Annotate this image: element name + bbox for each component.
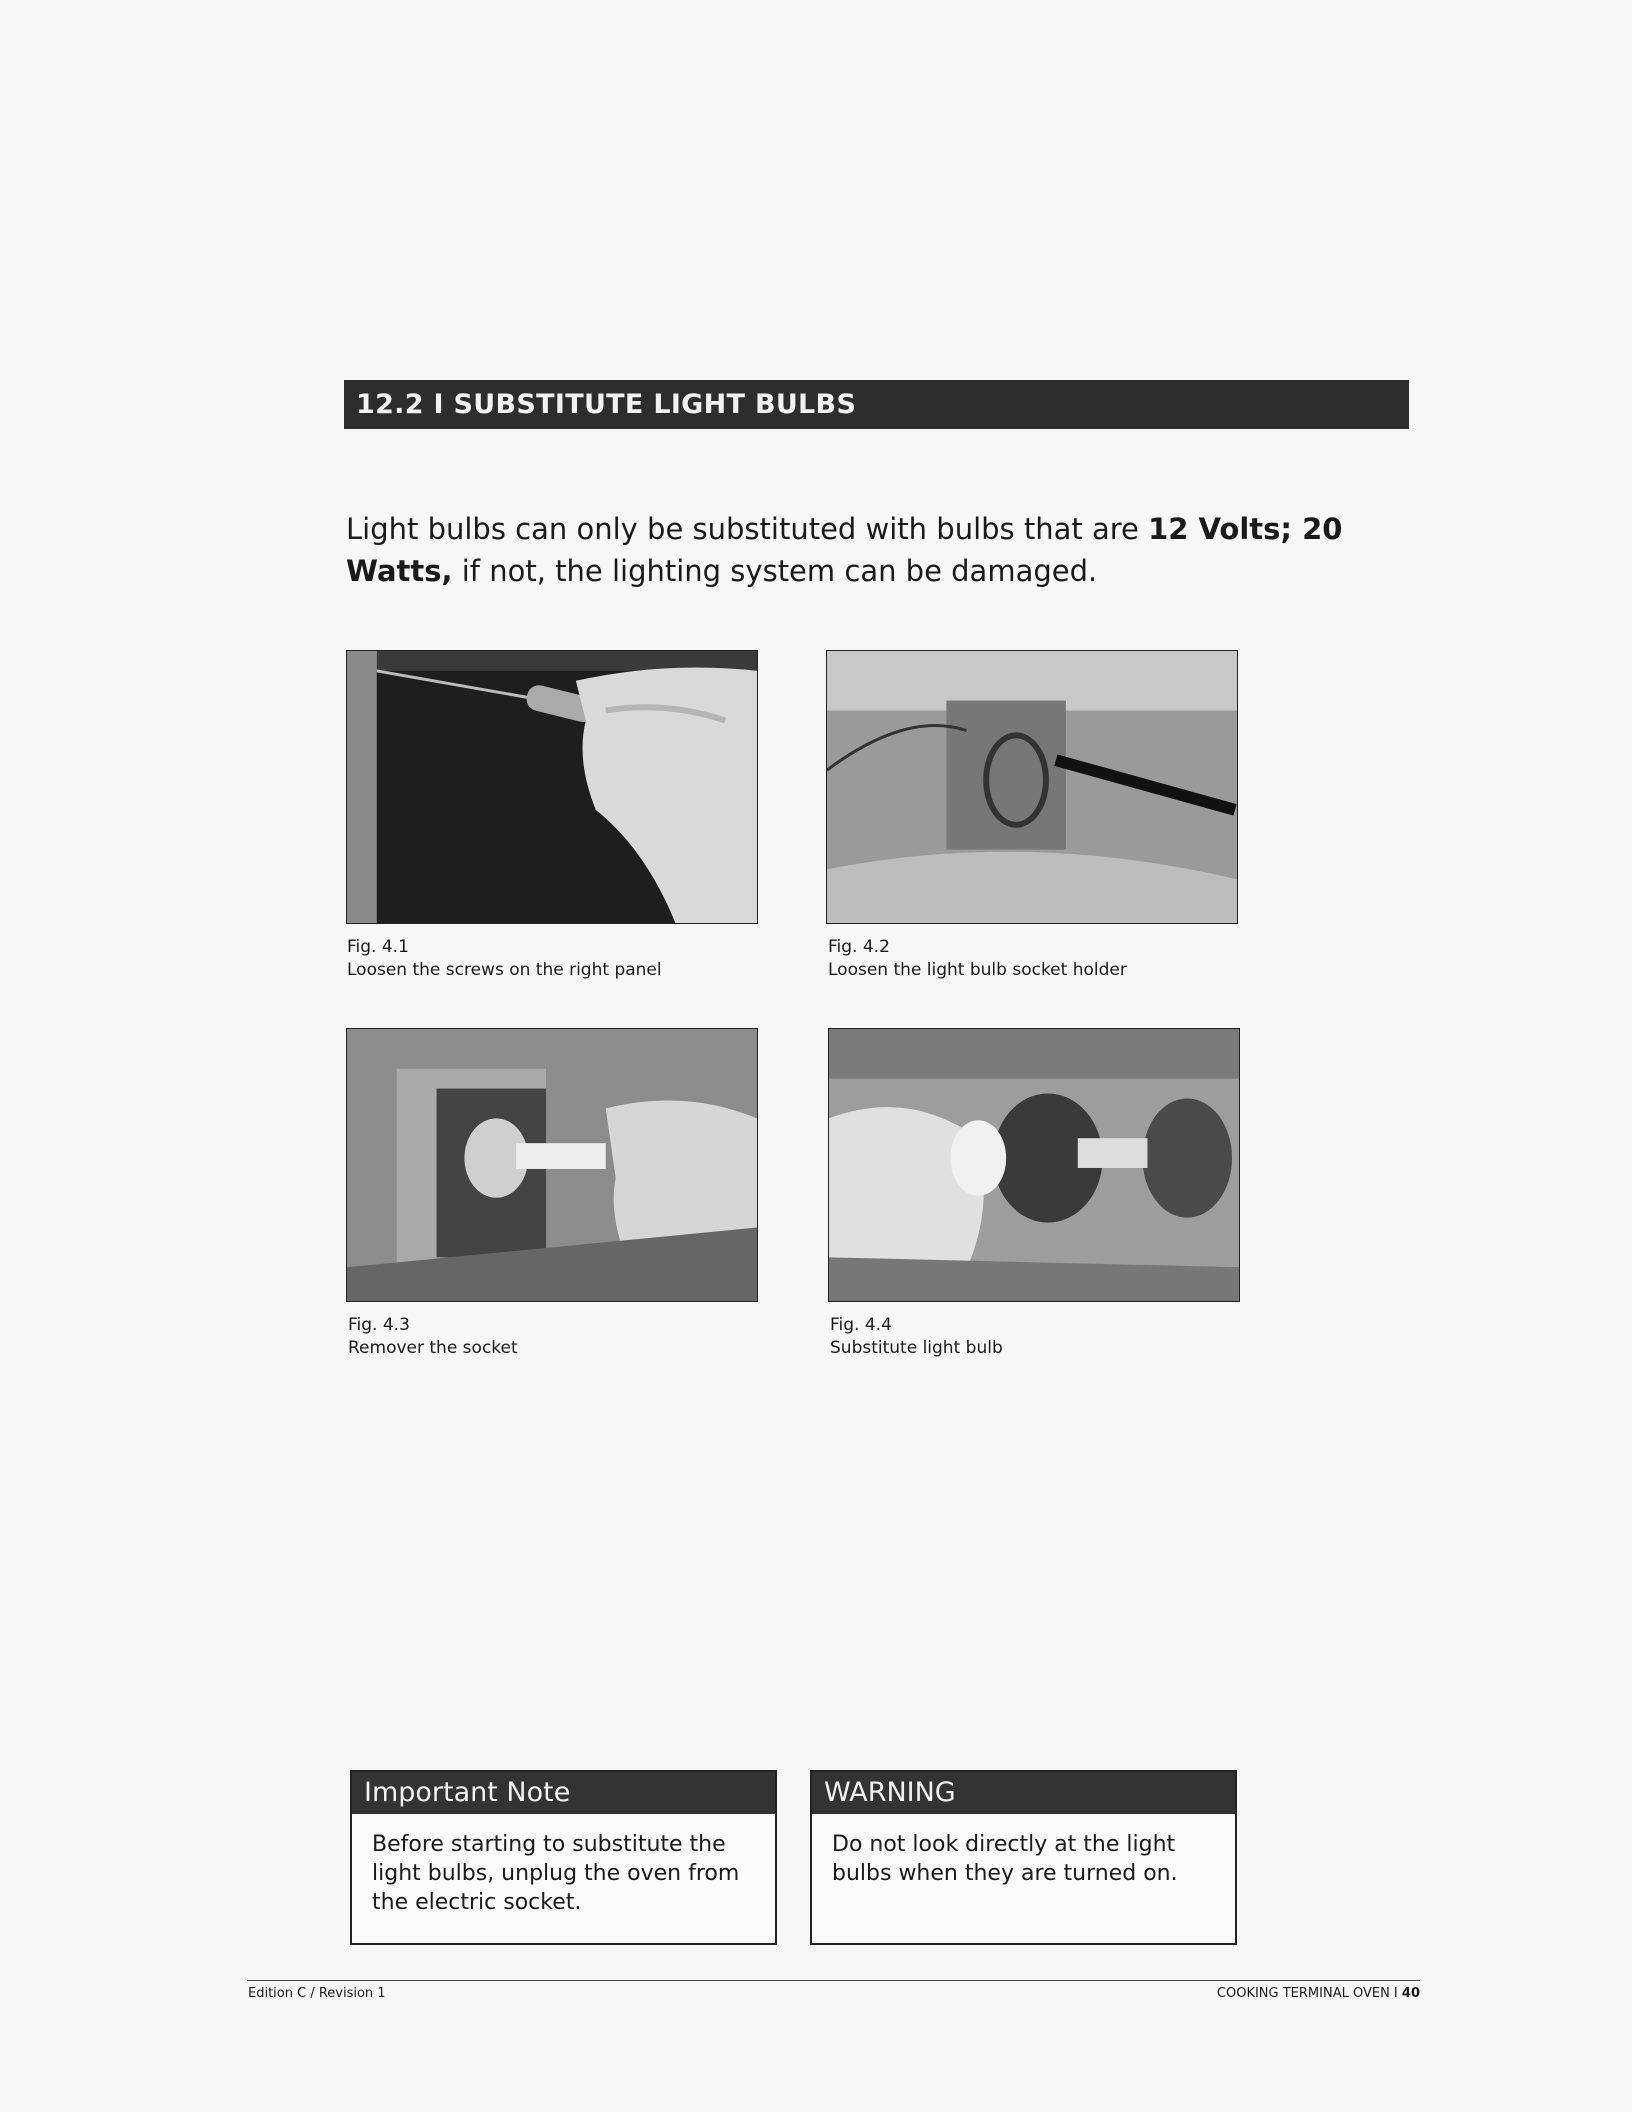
figure-caption-4-1 (347, 936, 662, 982)
warning-title: WARNING (812, 1772, 1235, 1814)
footer-divider (247, 1980, 1420, 1981)
intro-paragraph (346, 508, 1416, 592)
figure-caption-4-2 (828, 936, 1127, 982)
intro-suffix: if not, the lighting system can be damaged. (452, 554, 1098, 588)
figure-caption-4-4 (830, 1314, 1003, 1360)
figure-caption-text: Loosen the screws on the right panel (347, 960, 662, 980)
figure-number: Fig. 4.2 (828, 937, 890, 957)
figure-number: Fig. 4.3 (348, 1315, 410, 1335)
photo-fig-4-2 (826, 650, 1238, 924)
warning-body: Do not look directly at the light bulbs when they are turned on. (832, 1832, 1178, 1886)
section-title: 12.2 I SUBSTITUTE LIGHT BULBS (344, 380, 1409, 429)
footer-doc-title (1217, 1986, 1420, 2001)
important-note-title: Important Note (352, 1772, 775, 1814)
footer-edition: Edition C / Revision 1 (248, 1986, 386, 2001)
photo-fig-4-3 (346, 1028, 758, 1302)
figure-number: Fig. 4.1 (347, 937, 409, 957)
figure-caption-text: Remover the socket (348, 1338, 518, 1358)
important-note-body: Before starting to substitute the light bulbs, unplug the oven from the electric socket. (372, 1832, 740, 1915)
footer-doc-label: COOKING TERMINAL OVEN I (1216, 1986, 1402, 2001)
figure-caption-4-3 (348, 1314, 518, 1360)
warning-box (810, 1770, 1237, 1945)
photo-fig-4-4 (828, 1028, 1240, 1302)
important-note-box (350, 1770, 777, 1945)
figure-caption-text: Loosen the light bulb socket holder (828, 960, 1127, 980)
page-number: 40 (1401, 1986, 1420, 2001)
photo-fig-4-1 (346, 650, 758, 924)
intro-spec: 12 Volts; 20 Watts, (346, 512, 1343, 588)
figure-number: Fig. 4.4 (830, 1315, 892, 1335)
figure-caption-text: Substitute light bulb (830, 1338, 1003, 1358)
intro-prefix: Light bulbs can only be substituted with bulbs that are (346, 512, 1149, 546)
